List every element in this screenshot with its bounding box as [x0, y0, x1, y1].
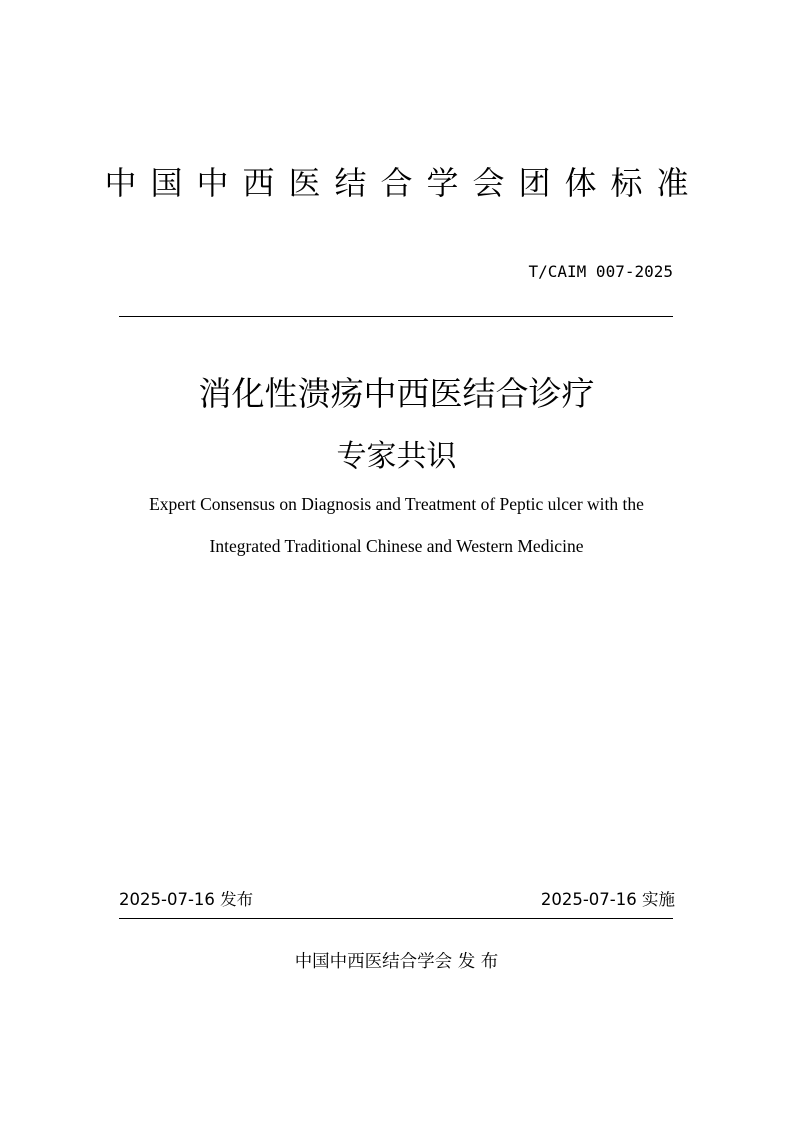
publisher-line: 中国中西医结合学会 发 布 — [294, 952, 499, 972]
english-title-line-2: Integrated Traditional Chinese and Western Medicine — [209, 536, 584, 556]
chinese-title-line-2: 专家共识 — [336, 439, 457, 474]
implementation-date: 2025-07-16 实施 — [540, 890, 675, 909]
standard-number: T/CAIM 007-2025 — [528, 262, 673, 281]
top-divider — [119, 316, 673, 317]
standard-type-heading: 中国中西医结合学会团体标准 — [104, 164, 703, 202]
bottom-divider — [119, 918, 673, 919]
english-title-line-1: Expert Consensus on Diagnosis and Treatment of Peptic ulcer with the — [149, 494, 644, 514]
chinese-title-line-1: 消化性溃疡中西医结合诊疗 — [198, 374, 595, 413]
publish-date: 2025-07-16 发布 — [119, 890, 254, 909]
